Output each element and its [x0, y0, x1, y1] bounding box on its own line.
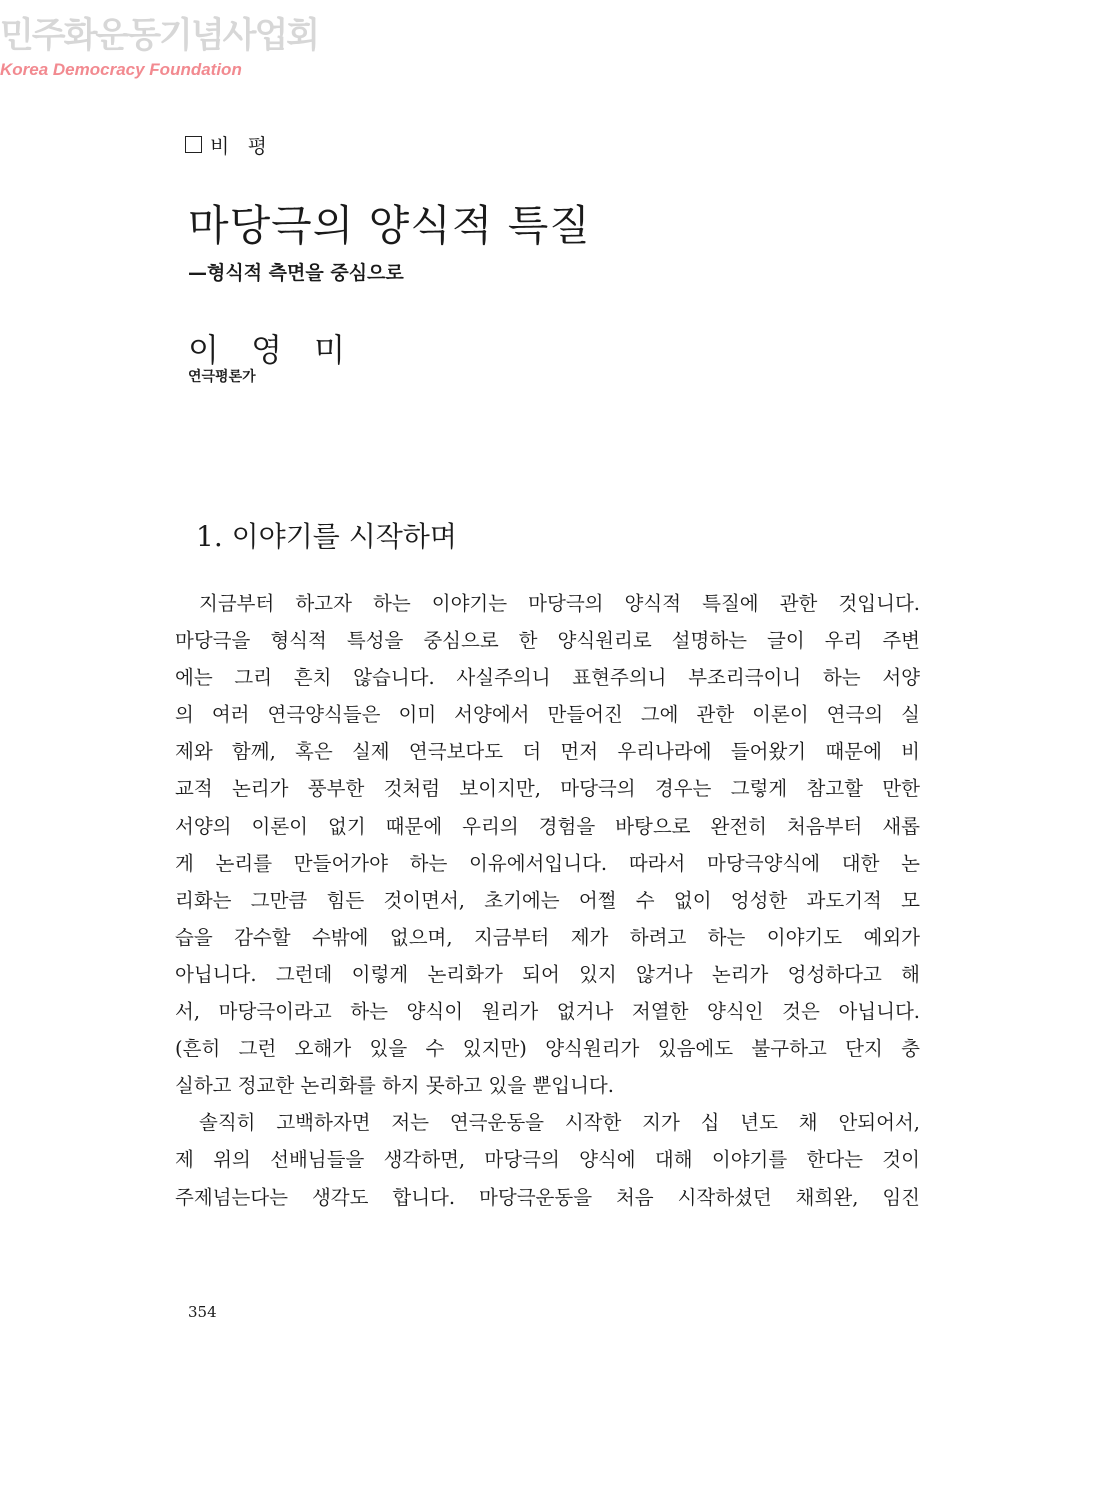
- body-line: 주제넘는다는 생각도 합니다. 마당극운동을 처음 시작하셨던 채희완, 임진: [175, 1185, 920, 1209]
- author-name: 이 영 미: [188, 331, 357, 369]
- square-bullet-icon: [185, 136, 202, 153]
- category-tag: [185, 130, 273, 159]
- body-line: 솔직히 고백하자면 저는 연극운동을 시작한 지가 십 년도 채 안되어서,: [199, 1111, 920, 1135]
- body-line: 서, 마당극이라고 하는 양식이 원리가 없거나 저열한 양식인 것은 아닙니다.: [175, 1000, 920, 1024]
- watermark-korean: 민주화운동기념사업회: [0, 16, 319, 56]
- body-text: [175, 585, 920, 1216]
- body-line: 제와 함께, 혹은 실제 연극보다도 더 먼저 우리나라에 들어왔기 때문에 비: [175, 740, 920, 764]
- body-line: 리화는 그만큼 힘든 것이면서, 초기에는 어쩔 수 없이 엉성한 과도기적 모: [175, 888, 920, 912]
- body-line: 서양의 이론이 없기 때문에 우리의 경험을 바탕으로 완전히 처음부터 새롭: [175, 814, 920, 838]
- category-label: 비 평: [210, 134, 273, 158]
- body-line: 의 여러 연극양식들은 이미 서양에서 만들어진 그에 관한 이론이 연극의 실: [175, 703, 920, 727]
- body-line: 지금부터 하고자 하는 이야기는 마당극의 양식적 특질에 관한 것입니다.: [199, 592, 920, 615]
- body-line: 마당극을 형식적 특성을 중심으로 한 양식원리로 설명하는 글이 우리 주변: [175, 629, 920, 653]
- body-line: (흔히 그런 오해가 있을 수 있지만) 양식원리가 있음에도 불구하고 단지 충: [175, 1037, 920, 1061]
- body-line: 에는 그리 흔치 않습니다. 사실주의니 표현주의니 부조리극이니 하는 서양: [175, 666, 920, 690]
- author-role: 연극평론가: [188, 369, 256, 385]
- article-title: 마당극의 양식적 특질: [188, 201, 591, 250]
- body-line: 습을 감수할 수밖에 없으며, 지금부터 제가 하려고 하는 이야기도 예외가: [175, 925, 920, 949]
- body-line: 아닙니다. 그런데 이렇게 논리화가 되어 있지 않거나 논리가 엉성하다고 해: [175, 962, 920, 986]
- foundation-watermark: [0, 14, 320, 80]
- section-heading: 1. 이야기를 시작하며: [196, 520, 457, 553]
- body-line: 게 논리를 만들어가야 하는 이유에서입니다. 따라서 마당극양식에 대한 논: [175, 851, 920, 875]
- body-line: 제 위의 선배님들을 생각하면, 마당극의 양식에 대해 이야기를 한다는 것이: [175, 1148, 920, 1172]
- body-line: 교적 논리가 풍부한 것처럼 보이지만, 마당극의 경우는 그렇게 참고할 만한: [175, 777, 920, 801]
- article-subtitle: —형식적 측면을 중심으로: [188, 262, 404, 284]
- body-line: 실하고 정교한 논리화를 하지 못하고 있을 뿐입니다.: [175, 1074, 614, 1098]
- watermark-english: Korea Democracy Foundation: [0, 60, 242, 79]
- page-number: 354: [188, 1303, 217, 1321]
